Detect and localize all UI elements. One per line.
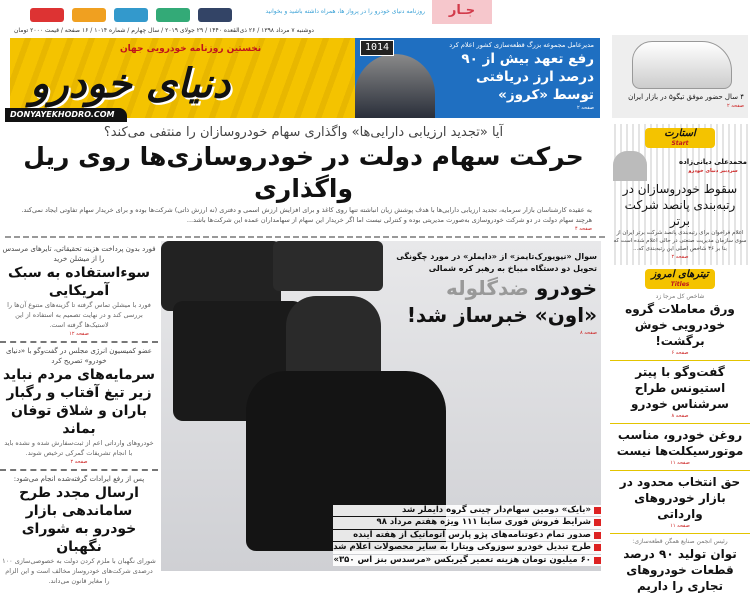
bullet-icon <box>594 557 601 564</box>
title-item[interactable] <box>610 289 750 361</box>
page-ref: صفحه ۱۱ <box>670 523 690 529</box>
right-column <box>610 124 750 597</box>
title-headline: ورق معاملات گروه خودرویی خوش برگشت! <box>625 302 735 348</box>
feature-story[interactable] <box>392 251 597 337</box>
bullet-text: شرایط فروش فوری ساینا ۱۱۱ ویژه هفتم مرداد ۹۸ <box>376 517 591 527</box>
left-column <box>0 241 158 585</box>
start-headline: سقوط خودروسازان در رتبه‌بندی پانصد شرکت برتر <box>622 182 738 228</box>
bullet-icon <box>594 519 601 526</box>
page-ref: صفحه ۱۱ <box>670 460 690 466</box>
main-kicker: آیا «تجدید ارزیابی دارایی‌ها» واگذاری سهام خودروسازان را منتفی می‌کند؟ <box>103 125 504 140</box>
bullet-item[interactable] <box>333 530 601 542</box>
masthead-headline: رفع تعهد بیش از ۹۰ درصد ارز دریافتی توسط «کروز» <box>461 51 594 103</box>
feature-headline <box>392 275 597 329</box>
bullet-text: «بایک» دومین سهام‌دار چینی گروه دایملر شد <box>402 504 591 515</box>
tagline: روزنامه دنیای خودرو را در پرواز ها، همراه داشته باشید و بخوانید <box>265 8 425 15</box>
start-body: اعلام فراخوان برای رتبه‌بندی پانصد شرکت برتر ایران از سوی سازمان مدیریت صنعتی در حالی اعلام شده است که بنا بر ۳۶ شاخص اصلی این رتبه‌بندی که... <box>613 230 747 252</box>
story-kicker: پس از رفع ایرادات گرفته‌شده انجام می‌شود: <box>13 475 145 483</box>
bullet-text: ۶۰ میلیون تومان هزینه تعمیر گیربکس «مرسدس بنز اس ۳۵۰» <box>333 554 591 565</box>
feature-kicker: سوال «نیویورک‌تایمز» از «دایملر» در مورد چگونگی تحویل دو دستگاه میباخ به رهبر کره شمالی <box>396 252 597 273</box>
badge-label-en: Start <box>671 140 689 147</box>
page-ref: صفحه ۸ <box>671 413 689 419</box>
airline-logo <box>156 8 190 22</box>
main-lead: به عقیده کارشناسان بازار سرمایه، تجدید ارزیابی دارایی‌ها با هدف پوشش زیان انباشته تنها روی کاغذ و برای افزایش ارزش اسمی و دفتری (نه ارزش ذاتی) شرکت‌ها بوده و برای خریدار سهام تفاوتی ایجاد نمی‌کند. هرچند سهام دولت در دو شرکت خودروسازی به‌صورت مدیریتی بوده و کنترلی نیست اما اگر خریدار این سهام از سهامداران عمده این شرکت‌ها باشد... <box>21 206 592 224</box>
people-image <box>286 296 381 371</box>
title-item[interactable] <box>610 424 750 471</box>
page-ref: صفحه ۲ <box>577 105 594 111</box>
car-image <box>273 241 383 291</box>
newspaper-logo: دنیای خودرو <box>30 61 231 107</box>
ad-label: جـار <box>432 0 492 24</box>
bullet-text: طرح تبدیل خودرو سوزوکی ویتارا به سایر محصولات اعلام شد <box>333 542 591 552</box>
page-ref: صفحه ۲ <box>671 254 689 260</box>
story-kicker: فورد بدون پرداخت هزینه تحقیقاتی، تایرهای مرسدس را از میشلن خرید <box>2 245 156 263</box>
masthead <box>10 38 600 118</box>
sponsor-logos <box>30 6 240 24</box>
author-name: محمدعلی دیانی‌زاده <box>679 158 747 166</box>
story-headline: سرمایه‌های مردم نباید زیر تیغ آفتاب و رگبار باران و شلاق توفان بماند <box>2 367 156 437</box>
author-photo <box>613 151 647 181</box>
headline-part: «اون» خبرساز شد! <box>406 303 597 327</box>
masthead-story[interactable] <box>434 41 594 112</box>
titles-badge <box>645 269 715 289</box>
dateline: دوشنبه ۷ مرداد ۱۳۹۸ / ۲۶ ذی‌القعده ۱۴۴۰ / ۲۹ جولای ۲۰۱۹ / سال چهارم / شماره ۱۰۱۴ / ۱۶ صفحه / قیمت ۲۰۰۰ تومان <box>14 27 314 34</box>
title-headline: روغن خودرو، مناسب موتورسیکلت‌ها نیست <box>616 428 744 458</box>
issue-number: 1014 <box>360 40 394 56</box>
left-story[interactable] <box>0 343 158 471</box>
title-headline: گفت‌وگو با پیتر استیونس طراح سرشناس خودرو <box>631 365 729 411</box>
title-headline: توان تولید ۹۰ درصد قطعات خودروهای تجاری را داریم <box>623 547 737 593</box>
title-kicker: رئیس انجمن صنایع همگن قطعه‌سازی: <box>632 538 728 545</box>
title-headline: حق انتخاب محدود در بازار خودروهای وارداتی <box>619 475 741 521</box>
page-ref: صفحه ۲ <box>727 103 744 109</box>
bullet-icon <box>594 544 601 551</box>
page-ref: صفحه ۶ <box>671 350 689 356</box>
page-ref: صفحه ۸ <box>580 330 597 336</box>
airline-logo <box>114 8 148 22</box>
main-headline: حرکت سهام دولت در خودروسازی‌ها روی ریل واگذاری <box>23 142 584 203</box>
story-body: فورد با میشلن تماس گرفته تا گزینه‌های متنوع آن‌ها را بررسی کند و در نهایت تصمیم به استفاده از این لاستیک‌ها گرفته است. <box>7 301 151 329</box>
title-item[interactable] <box>610 534 750 597</box>
feature-photo <box>161 241 601 571</box>
car-image <box>632 41 732 89</box>
start-column[interactable] <box>610 124 750 265</box>
story-body: خودروهای وارداتی اعم از ثبت‌سفارش شده و نشده باید با انجام تشریفات گمرکی ترخیص شوند. <box>4 439 154 457</box>
badge-label-en: Titles <box>670 281 690 288</box>
headline-part: خودرو <box>535 276 597 300</box>
ad-caption: ۴ سال حضور موفق تیگو۵ در بازار ایران <box>628 93 744 101</box>
badge-label: استارت <box>664 128 696 139</box>
left-story[interactable] <box>0 471 158 589</box>
title-item[interactable] <box>610 471 750 534</box>
left-story[interactable] <box>0 241 158 343</box>
start-badge <box>645 128 715 148</box>
masthead-logo-area <box>10 38 355 118</box>
page-ref: صفحه ۲ <box>70 459 88 465</box>
lower-row <box>0 241 605 585</box>
bullet-item[interactable] <box>333 542 601 554</box>
ad-text <box>616 92 744 110</box>
title-kicker: شاخص کل مرجا زد <box>655 293 705 300</box>
news-bullets <box>333 505 601 568</box>
bullet-item[interactable] <box>333 505 601 517</box>
headline-part: ضدگلوله <box>446 276 529 300</box>
badge-label: تیترهای امروز <box>651 269 709 280</box>
author-role: سردبیر دنیای خودرو <box>688 168 738 174</box>
main-story[interactable] <box>0 124 605 233</box>
bullet-item[interactable] <box>333 517 601 529</box>
bullet-icon <box>594 507 601 514</box>
main-area <box>0 124 605 585</box>
story-kicker: عضو کمیسیون انرژی مجلس در گفت‌وگو با «دنیای خودرو» تصریح کرد <box>6 347 152 365</box>
masthead-kicker: مدیرعامل مجموعه بزرگ قطعه‌سازی کشور اعلام کرد <box>449 41 594 49</box>
airline-logo <box>72 8 106 22</box>
masthead-photo <box>355 54 435 118</box>
story-body: شورای نگهبان با ملزم کردن دولت به خصوصی‌سازی ۱۰۰ درصدی شرکت‌های خودروساز مخالف است و این الزام را مغایر قانون می‌داند. <box>2 557 156 585</box>
bullet-text: صدور تمام دعوتنامه‌های پژو پارس اتوماتیک از هفته آینده <box>353 529 591 540</box>
story-headline: سوءاستفاده به سبک آمریکایی <box>7 265 151 299</box>
bullet-icon <box>594 532 601 539</box>
title-item[interactable] <box>610 361 750 424</box>
masthead-subtitle: نخستین روزنامه خودرویی جهان <box>120 44 262 54</box>
page-ref: صفحه ۱۲ <box>69 331 89 337</box>
airline-logo <box>198 8 232 22</box>
bullet-item[interactable] <box>333 555 601 567</box>
car-ad[interactable] <box>612 35 748 118</box>
airline-logo <box>30 8 64 22</box>
story-headline: ارسال مجدد طرح ساماندهی بازار خودرو به شورای نگهبان <box>19 485 139 555</box>
divider <box>5 236 605 238</box>
page-ref: صفحه ۴ <box>575 226 592 232</box>
website-url[interactable]: DONYAYEKHODRO.COM <box>5 108 127 122</box>
